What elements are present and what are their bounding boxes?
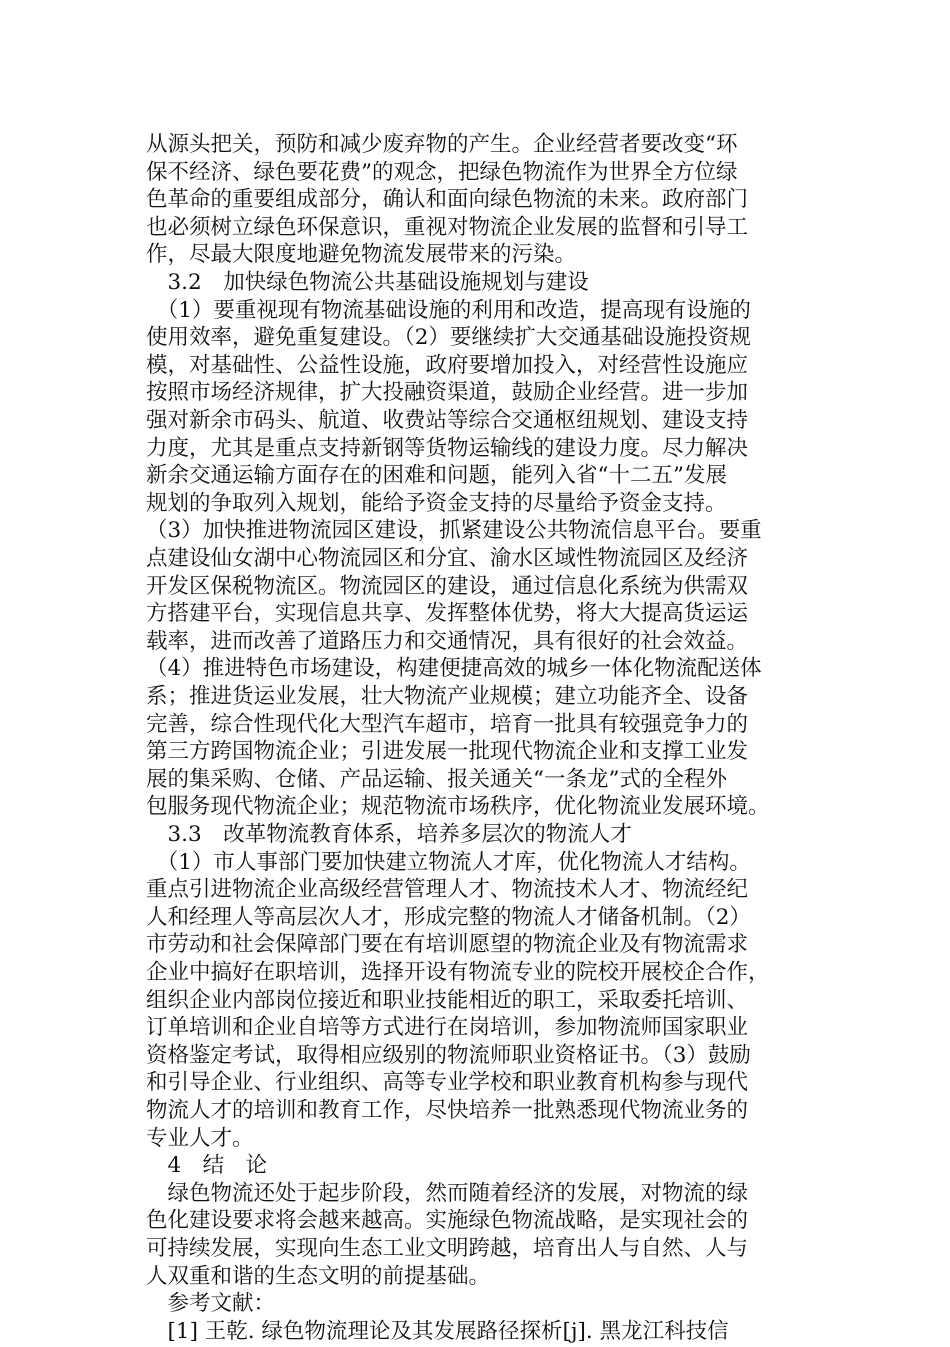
- text-line: 和引导企业、行业组织、高等专业学校和职业教育机构参与现代: [146, 1070, 749, 1096]
- text-line: 第三方跨国物流企业；引进发展一批现代物流企业和支撑工业发: [146, 739, 749, 765]
- text-line: 载率，进而改善了道路压力和交通情况，具有很好的社会效益。: [146, 628, 749, 654]
- text-line: 色化建设要求将会越来越高。实施绿色物流战略，是实现社会的: [146, 1208, 749, 1234]
- text-line: 按照市场经济规律，扩大投融资渠道，鼓励企业经营。进一步加: [146, 380, 749, 406]
- text-line: 可持续发展，实现向生态工业文明跨越，培育出人与自然、人与: [146, 1236, 749, 1261]
- text-line: 订单培训和企业自培等方式进行在岗培训，参加物流师国家职业: [146, 1015, 749, 1041]
- text-line: （3）加快推进物流园区建设，抓紧建设公共物流信息平台。要重: [146, 518, 762, 544]
- text-line: 市劳动和社会保障部门要在有培训愿望的物流企业及有物流需求: [146, 932, 749, 958]
- text-line: 绿色物流还处于起步阶段，然而随着经济的发展，对物流的绿: [146, 1180, 749, 1206]
- text-line: 3.3 改革物流教育体系，培养多层次的物流人才: [146, 822, 632, 847]
- text-line: 作，尽最大限度地避免物流发展带来的污染。: [146, 242, 577, 268]
- text-line: 完善，综合性现代化大型汽车超市，培育一批具有较强竞争力的: [146, 711, 749, 737]
- text-line: 系；推进货运业发展，壮大物流产业规模；建立功能齐全、设备: [146, 684, 749, 709]
- text-line: （1）要重视现有物流基础设施的利用和改造，提高现有设施的: [146, 297, 751, 323]
- text-line: 模，对基础性、公益性设施，政府要增加投入，对经营性设施应: [146, 352, 749, 378]
- text-line: 保不经济、绿色要花费”的观念，把绿色物流作为世界全方位绿: [146, 159, 738, 185]
- text-line: 资格鉴定考试，取得相应级别的物流师职业资格证书。（3）鼓励: [146, 1042, 751, 1068]
- text-line: 物流人才的培训和教育工作，尽快培养一批熟悉现代物流业务的: [146, 1098, 749, 1123]
- text-line: 人和经理人等高层次人才，形成完整的物流人才储备机制。（2）: [146, 904, 751, 930]
- text-line: 强对新余市码头、航道、收费站等综合交通枢纽规划、建设支持: [146, 408, 749, 433]
- text-line: 规划的争取列入规划，能给予资金支持的尽量给予资金支持。: [146, 490, 727, 516]
- text-line: 展的集采购、仓储、产品运输、报关通关“一条龙”式的全程外: [146, 766, 727, 792]
- text-line: 重点引进物流企业高级经营管理人才、物流技术人才、物流经纪: [146, 877, 749, 903]
- text-line: （4）推进特色市场建设，构建便捷高效的城乡一体化物流配送体: [146, 656, 762, 682]
- text-line: 专业人才。: [146, 1125, 254, 1151]
- text-line: 力度，尤其是重点支持新钢等货物运输线的建设力度。尽力解决: [146, 435, 749, 461]
- text-line: 方搭建平台，实现信息共享、发挥整体优势，将大大提高货运运: [146, 601, 749, 627]
- text-line: 使用效率，避免重复建设。（2）要继续扩大交通基础设施投资规: [146, 325, 751, 351]
- text-line: 企业中搞好在职培训，选择开设有物流专业的院校开展校企合作，: [146, 960, 770, 985]
- text-line: 从源头把关，预防和减少废弃物的产生。企业经营者要改变“环: [146, 132, 738, 157]
- text-line: 4 结 论: [146, 1153, 268, 1179]
- text-line: [1] 王乾. 绿色物流理论及其发展路径探析[j]. 黑龙江科技信: [146, 1318, 729, 1344]
- text-line: （1）市人事部门要加快建立物流人才库，优化物流人才结构。: [146, 849, 751, 875]
- text-line: 组织企业内部岗位接近和职业技能相近的职工，采取委托培训、: [146, 987, 749, 1013]
- text-line: 3.2 加快绿色物流公共基础设施规划与建设: [146, 270, 589, 295]
- text-line: 新余交通运输方面存在的困难和问题，能列入省“十二五”发展: [146, 463, 727, 489]
- text-line: 开发区保税物流区。物流园区的建设，通过信息化系统为供需双: [146, 573, 749, 599]
- text-line: 点建设仙女湖中心物流园区和分宜、渝水区域性物流园区及经济: [146, 546, 749, 571]
- text-line: 人双重和谐的生态文明的前提基础。: [146, 1263, 491, 1289]
- text-line: 色革命的重要组成部分，确认和面向绿色物流的未来。政府部门: [146, 187, 749, 213]
- text-line: 参考文献：: [146, 1291, 276, 1317]
- text-line: 包服务现代物流企业；规范物流市场秩序，优化物流业发展环境。: [146, 794, 770, 820]
- text-line: 也必须树立绿色环保意识，重视对物流企业发展的监督和引导工: [146, 214, 749, 240]
